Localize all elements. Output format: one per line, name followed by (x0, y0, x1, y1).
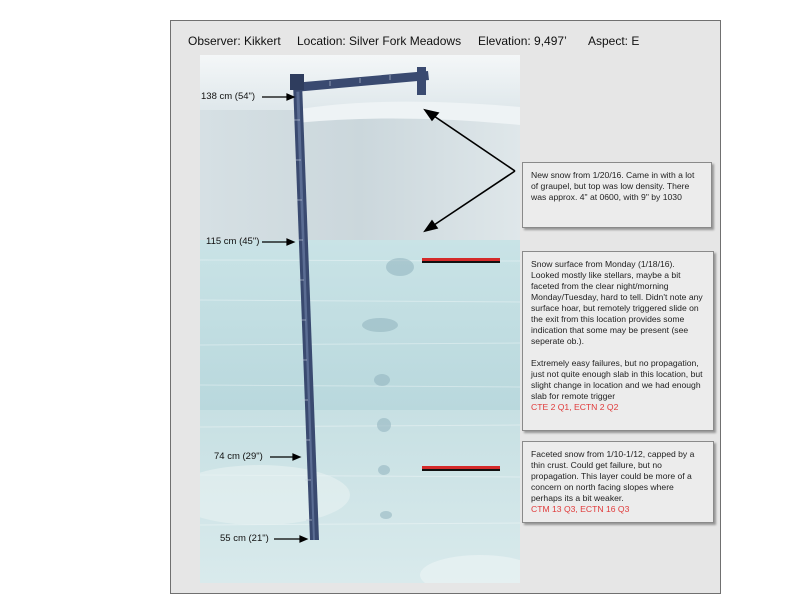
aspect-label: Aspect: E (588, 34, 640, 48)
weak-layer-marker-lower (422, 466, 500, 471)
new-snow-text: New snow from 1/20/16. Came in with a lot of graupel, but top was low density. There was approx. 4" at 0600, with 9" by 1030 (531, 170, 695, 202)
faceted-snow-callout (522, 441, 714, 523)
location-label: Location: Silver Fork Meadows (297, 34, 462, 48)
snow-probe (290, 67, 429, 540)
faceted-snow-text: Faceted snow from 1/10-1/12, capped by a thin crust. Could get failure, but no propagation. This layer could be more of a concern on north facing slopes where perhaps its a bit weaker. (531, 449, 695, 503)
new-snow-callout (522, 162, 712, 228)
elevation-label: Elevation: 9,497’ (478, 34, 567, 48)
stability-tests-lower: CTM 13 Q3, ECTN 16 Q3 (531, 504, 630, 514)
stability-tests-upper: CTE 2 Q1, ECTN 2 Q2 (531, 402, 619, 412)
depth-label-115: 115 cm (45") (206, 236, 260, 247)
failure-text: Extremely easy failures, but no propagation, just not quite enough slab in this location, but slight change in location and we had enough slab for remote trigger (531, 358, 703, 401)
new-snow-pointers (425, 110, 515, 231)
depth-label-138: 138 cm (54") (201, 91, 256, 102)
depth-label-74: 74 cm (29") (214, 451, 263, 462)
depth-label-55: 55 cm (21") (220, 533, 269, 544)
observer-label: Observer: Kikkert (188, 34, 281, 48)
weak-layer-marker-upper (422, 258, 500, 263)
snow-surface-text: Snow surface from Monday (1/18/16). Looked mostly like stellars, maybe a bit faceted from the clear night/morning Monday/Tuesday, hard to tell. Didn't note any surface hoar, but remotely triggered slide on the exit from this location provides some indication that some may be present (see seperate ob.). (531, 259, 703, 346)
snow-surface-callout (522, 251, 714, 431)
